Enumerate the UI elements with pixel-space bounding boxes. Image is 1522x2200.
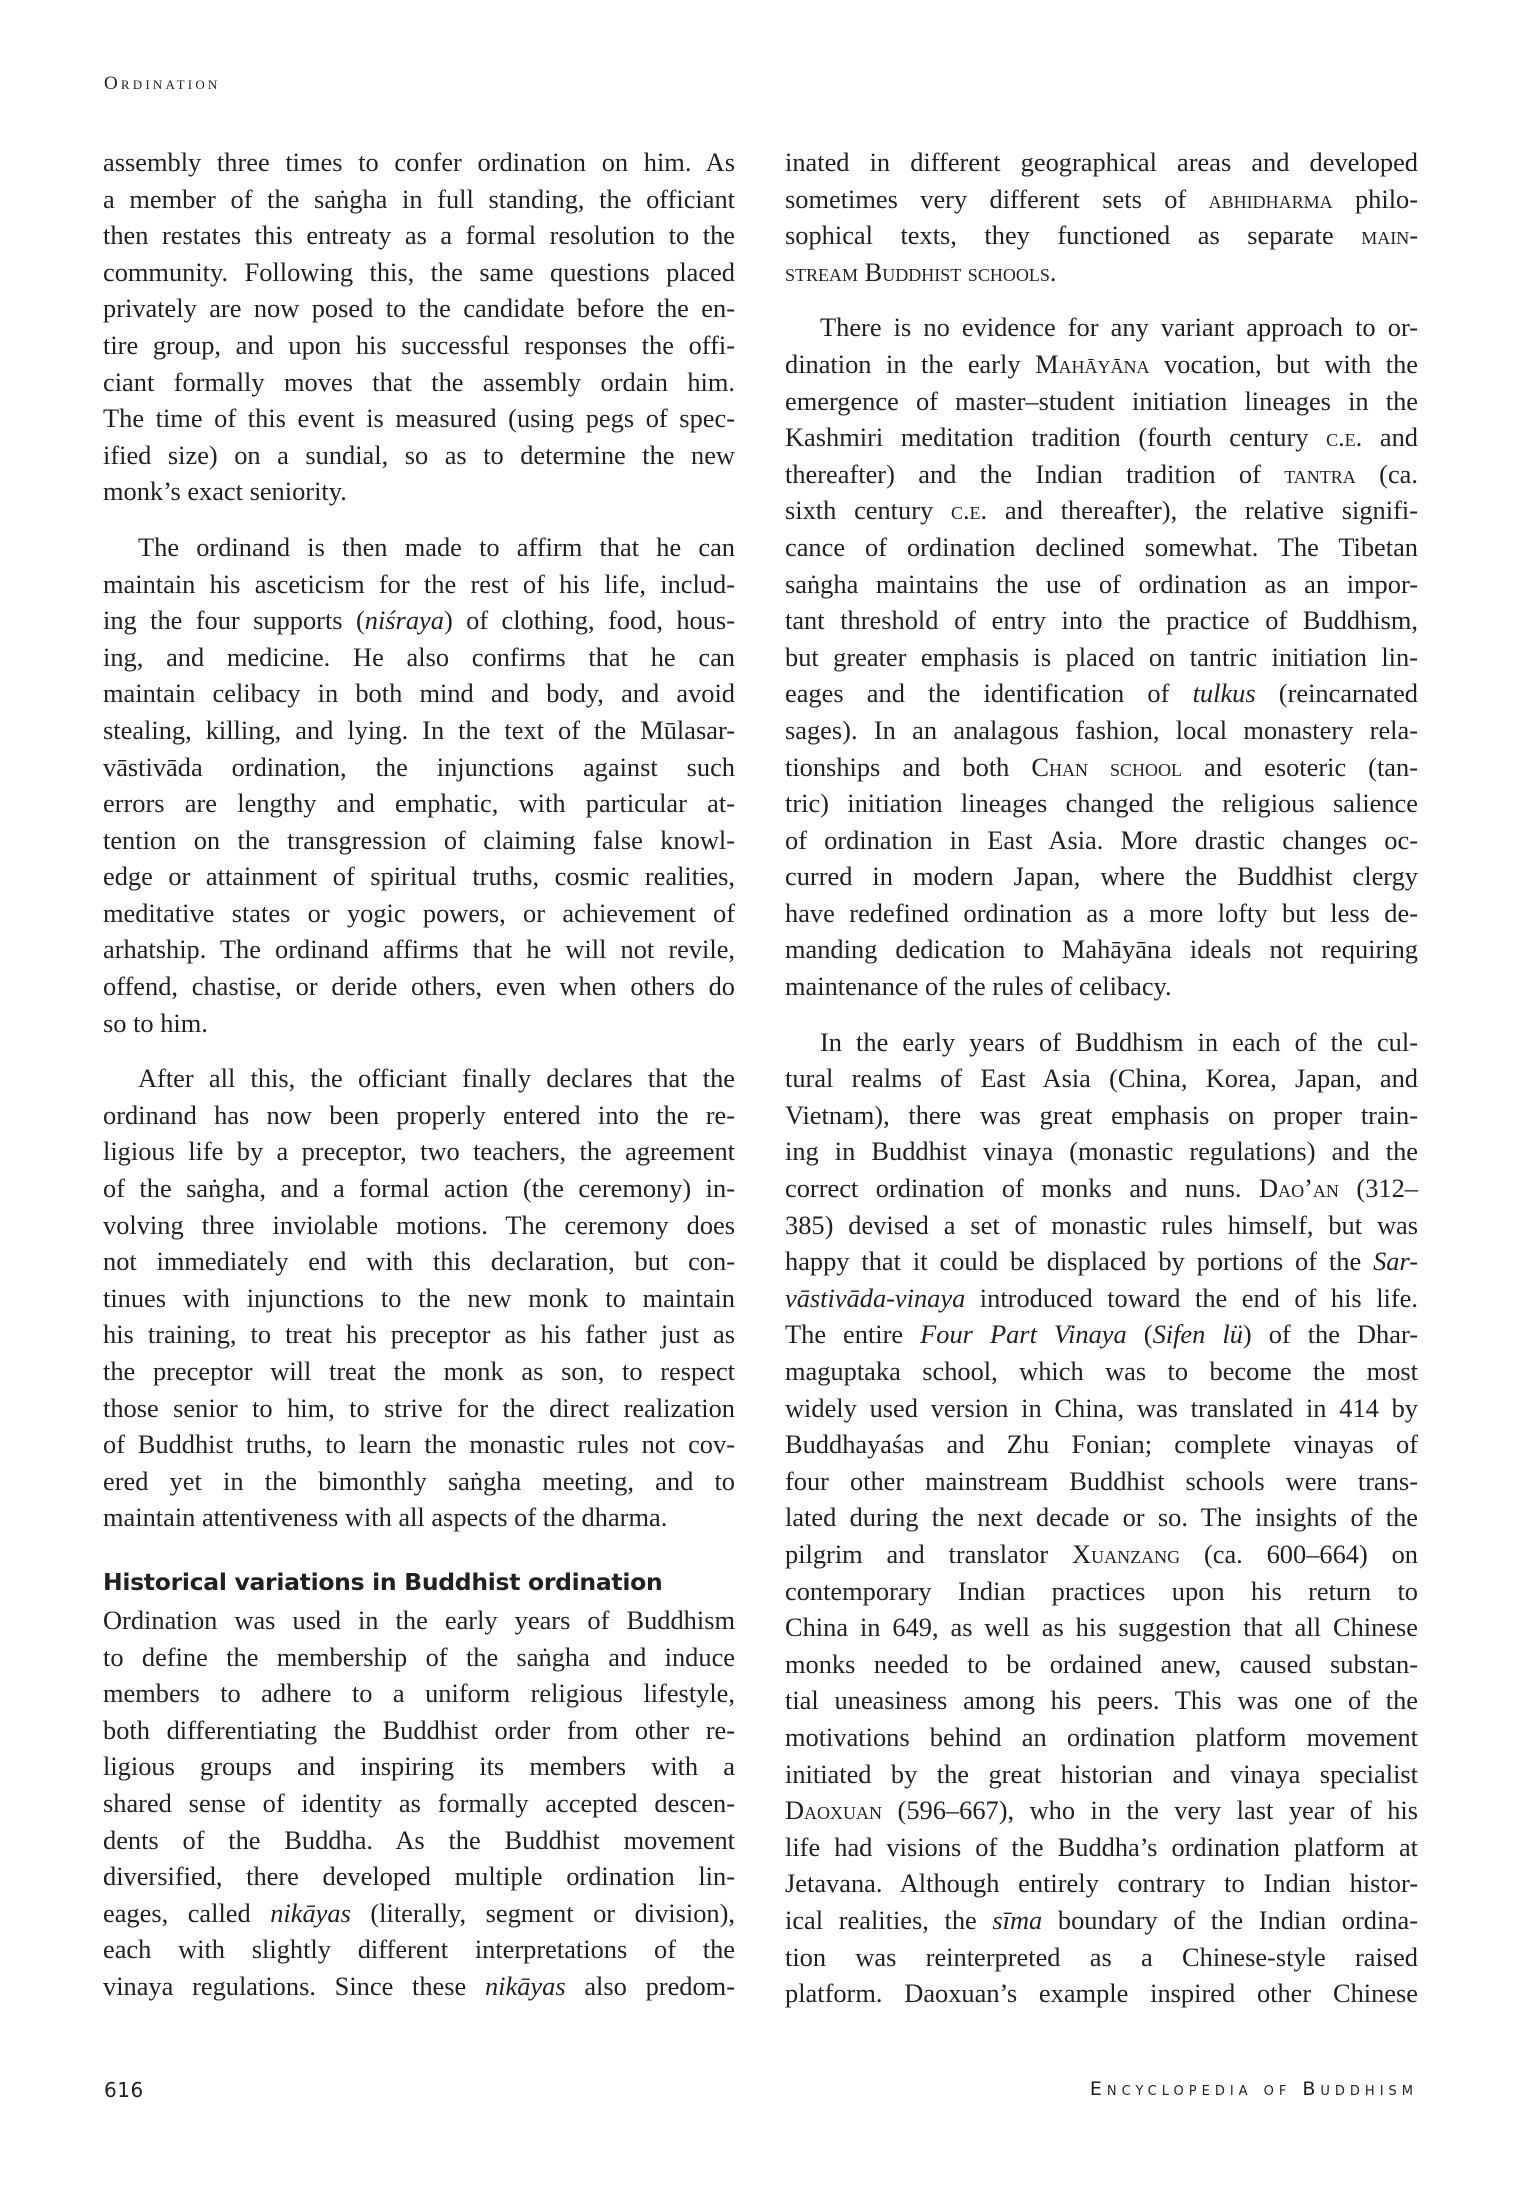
text-line: maguptaka school, which was to become the most <box>785 1356 1418 1386</box>
text-line: saṅgha maintains the use of ordination as an impor- <box>785 568 1418 599</box>
text-line: curred in modern Japan, where the Buddhist clergy <box>785 861 1418 892</box>
text-line: ciant formally moves that the assembly ordain him. <box>103 366 735 397</box>
text-line: ligious groups and inspiring its members with a <box>103 1751 735 1782</box>
text-line: tant threshold of entry into the practice of Buddhism, <box>785 605 1418 636</box>
text-line: contemporary Indian practices upon his return to <box>785 1575 1418 1606</box>
text-line: maintenance of the rules of celibacy. <box>785 971 1172 1002</box>
text-line: errors are lengthy and emphatic, with particular at- <box>103 788 735 819</box>
text-line: maintain attentiveness with all aspects of the dharma. <box>103 1502 668 1533</box>
text-line: widely used version in China, was translated in 414 by <box>785 1392 1418 1423</box>
text-line: assembly three times to confer ordination on him. As <box>103 147 735 177</box>
text-line: but greater emphasis is placed on tantric initiation lin- <box>785 641 1418 672</box>
cross-reference: c.e. <box>1326 422 1363 453</box>
italic-term: sīma <box>992 1904 1043 1935</box>
text-line: those senior to him, to strive for the direct realization <box>103 1392 735 1423</box>
text-line: tion was reinterpreted as a Chinese-style raised <box>785 1941 1418 1972</box>
text-line: vāstivāda-vinaya introduced toward the end of his life. <box>785 1282 1418 1313</box>
text-line: thereafter) and the Indian tradition of tantra (ca. <box>785 458 1418 489</box>
paragraph <box>103 1060 735 1536</box>
text-line: Jetavana. Although entirely contrary to Indian histor- <box>785 1868 1418 1899</box>
text-line: arhatship. The ordinand affirms that he will not revile, <box>103 934 735 965</box>
book-title-footer: Encyclopedia of Buddhism <box>1089 2078 1418 2100</box>
text-line: After all this, the officiant finally declares that the <box>138 1063 735 1094</box>
italic-term: niśraya <box>364 605 444 636</box>
text-line: There is no evidence for any variant approach to or- <box>820 312 1418 343</box>
text-line: cance of ordination declined somewhat. The Tibetan <box>785 531 1418 562</box>
text-line: monks needed to be ordained anew, caused substan- <box>785 1648 1418 1679</box>
cross-reference: main- <box>1361 220 1418 251</box>
text-line: life had visions of the Buddha’s ordination platform at <box>785 1831 1418 1862</box>
paragraph <box>785 144 1418 290</box>
text-line: lated during the next decade or so. The insights of the <box>785 1502 1418 1533</box>
text-line: vāstivāda ordination, the injunctions against such <box>103 751 735 782</box>
text-line: a member of the saṅgha in full standing, the officiant <box>103 183 735 214</box>
italic-term: tulkus <box>1192 678 1256 709</box>
text-line: ing in Buddhist vinaya (monastic regulations) and the <box>785 1136 1418 1167</box>
cross-reference: c.e. <box>950 495 988 526</box>
text-line: ligious life by a preceptor, two teachers, the agreement <box>103 1136 735 1167</box>
text-line: The ordinand is then made to affirm that he can <box>138 531 735 562</box>
text-line: dents of the Buddha. As the Buddhist movement <box>103 1824 735 1855</box>
cross-reference: tantra <box>1284 458 1356 489</box>
text-line: community. Following this, the same questions placed <box>103 256 735 287</box>
text-line: privately are now posed to the candidate before the en- <box>103 293 735 324</box>
text-line: dination in the early Mahāyāna vocation, but with the <box>785 348 1418 379</box>
cross-reference: Xuanzang <box>1072 1538 1181 1569</box>
text-line: motivations behind an ordination platform movement <box>785 1721 1418 1752</box>
text-line: China in 649, as well as his suggestion that all Chinese <box>785 1612 1418 1643</box>
italic-term: nikāyas <box>270 1897 351 1928</box>
text-line: to define the membership of the saṅgha and induce <box>103 1641 735 1672</box>
text-line: sages). In an analagous fashion, local monastery rela- <box>785 714 1418 745</box>
text-line: have redefined ordination as a more lofty but less de- <box>785 897 1418 928</box>
text-line: inated in different geographical areas and developed <box>785 147 1418 177</box>
text-line: of ordination in East Asia. More drastic changes oc- <box>785 824 1418 855</box>
text-line: stream Buddhist schools. <box>785 256 1057 287</box>
text-line: stealing, killing, and lying. In the text of the Mūlasar- <box>103 714 735 745</box>
text-line: Buddhayaśas and Zhu Fonian; complete vinayas of <box>785 1429 1418 1460</box>
text-line: members to adhere to a uniform religious lifestyle, <box>103 1678 735 1709</box>
paragraph <box>103 144 735 510</box>
italic-term: Sifen lü <box>1152 1319 1243 1350</box>
text-line: of Buddhist truths, to learn the monastic rules not cov- <box>103 1429 735 1460</box>
text-line: offend, chastise, or deride others, even when others do <box>103 971 735 1002</box>
text-line: edge or attainment of spiritual truths, cosmic realities, <box>103 861 735 892</box>
paragraph <box>103 529 735 1041</box>
paragraph <box>785 309 1418 1004</box>
right-column <box>785 144 1418 2031</box>
text-line: In the early years of Buddhism in each of the cul- <box>820 1026 1418 1057</box>
text-line: The time of this event is measured (using pegs of spec- <box>103 403 735 434</box>
text-line: ing the four supports (niśraya) of clothing, food, hous- <box>103 605 735 636</box>
text-line: maintain celibacy in both mind and body, and avoid <box>103 678 735 709</box>
text-line: shared sense of identity as formally accepted descen- <box>103 1787 735 1818</box>
text-line: tention on the transgression of claiming false knowl- <box>103 824 735 855</box>
cross-reference: stream Buddhist schools <box>785 256 1050 287</box>
text-line: then restates this entreaty as a formal resolution to the <box>103 220 735 251</box>
text-line: tinues with injunctions to the new monk to maintain <box>103 1282 735 1313</box>
text-line: 385) devised a set of monastic rules himself, but was <box>785 1209 1418 1240</box>
text-line: Vietnam), there was great emphasis on proper train- <box>785 1099 1418 1130</box>
text-line: Kashmiri meditation tradition (fourth century c.e. and <box>785 422 1418 453</box>
text-line: emergence of master–student initiation lineages in the <box>785 385 1418 416</box>
text-line: both differentiating the Buddhist order from other re- <box>103 1714 735 1745</box>
text-line: Ordination was used in the early years of Buddhism <box>103 1604 735 1635</box>
text-line: tionships and both Chan school and esoteric (tan- <box>785 751 1418 782</box>
text-line: four other mainstream Buddhist schools were trans- <box>785 1465 1418 1496</box>
text-line: meditative states or yogic powers, or achievement of <box>103 897 735 928</box>
text-line: initiated by the great historian and vinaya specialist <box>785 1758 1418 1789</box>
italic-term: nikāyas <box>484 1970 566 2001</box>
text-line: ing, and medicine. He also confirms that he can <box>103 641 735 672</box>
italic-term: vāstivāda-vinaya <box>785 1282 966 1313</box>
text-line: so to him. <box>103 1007 208 1038</box>
text-line: his training, to treat his preceptor as his father just as <box>103 1319 735 1350</box>
cross-reference: Dao’an <box>1259 1173 1339 1204</box>
text-line: volving three inviolable motions. The ceremony does <box>103 1209 735 1240</box>
text-line: ified size) on a sundial, so as to determine the new <box>103 439 735 470</box>
text-line: ical realities, the sīma boundary of the Indian ordina- <box>785 1904 1418 1935</box>
paragraph <box>785 1024 1418 2012</box>
text-line: tire group, and upon his successful responses the offi- <box>103 329 735 360</box>
text-line: sophical texts, they functioned as separate main- <box>785 220 1418 251</box>
section-heading: Historical variations in Buddhist ordination <box>103 1567 663 1596</box>
text-line: ered yet in the bimonthly saṅgha meeting, and to <box>103 1465 735 1496</box>
cross-reference: Daoxuan <box>785 1795 883 1826</box>
cross-reference: abhidharma <box>1208 183 1333 214</box>
text-line: sometimes very different sets of abhidharma philo- <box>785 183 1419 214</box>
text-line: The entire Four Part Vinaya (Sifen lü) of the Dhar- <box>785 1319 1419 1350</box>
text-line: correct ordination of monks and nuns. Dao’an (312– <box>785 1173 1419 1204</box>
italic-term: Four Part Vinaya <box>920 1319 1127 1350</box>
paragraph <box>103 1602 735 2005</box>
text-line: the preceptor will treat the monk as son, to respect <box>103 1356 735 1386</box>
page-number: 616 <box>104 2078 144 2102</box>
text-line: tial uneasiness among his peers. This was one of the <box>785 1685 1418 1716</box>
text-line: eages and the identification of tulkus (reincarnated <box>785 678 1418 709</box>
text-line: tural realms of East Asia (China, Korea, Japan, and <box>785 1063 1418 1094</box>
text-line: platform. Daoxuan’s example inspired other Chinese <box>785 1978 1418 2009</box>
text-line: of the saṅgha, and a formal action (the ceremony) in- <box>103 1173 735 1204</box>
text-line: sixth century c.e. and thereafter), the relative signifi- <box>785 495 1418 526</box>
text-line: happy that it could be displaced by portions of the Sar- <box>785 1246 1418 1277</box>
text-line: not immediately end with this declaration, but con- <box>103 1246 735 1277</box>
cross-reference: Mahāyāna <box>1035 348 1150 379</box>
text-line: each with slightly different interpretations of the <box>103 1934 735 1965</box>
cross-reference: Chan school <box>1031 751 1182 782</box>
running-head: Ordination <box>104 73 221 94</box>
text-line: manding dedication to Mahāyāna ideals not requiring <box>785 934 1418 965</box>
text-line: Daoxuan (596–667), who in the very last year of his <box>785 1795 1418 1826</box>
text-line: monk’s exact seniority. <box>103 476 347 507</box>
italic-term: Sar- <box>1373 1246 1418 1277</box>
text-line: vinaya regulations. Since these nikāyas also predom- <box>103 1970 735 2001</box>
text-line: ordinand has now been properly entered into the re- <box>103 1099 735 1130</box>
text-line: maintain his asceticism for the rest of his life, includ- <box>103 568 735 599</box>
text-line: pilgrim and translator Xuanzang (ca. 600–664) on <box>785 1538 1419 1569</box>
text-line: diversified, there developed multiple ordination lin- <box>103 1861 735 1892</box>
text-line: eages, called nikāyas (literally, segment or division), <box>103 1897 736 1928</box>
left-column <box>103 144 735 2024</box>
text-line: tric) initiation lineages changed the religious salience <box>785 788 1418 819</box>
